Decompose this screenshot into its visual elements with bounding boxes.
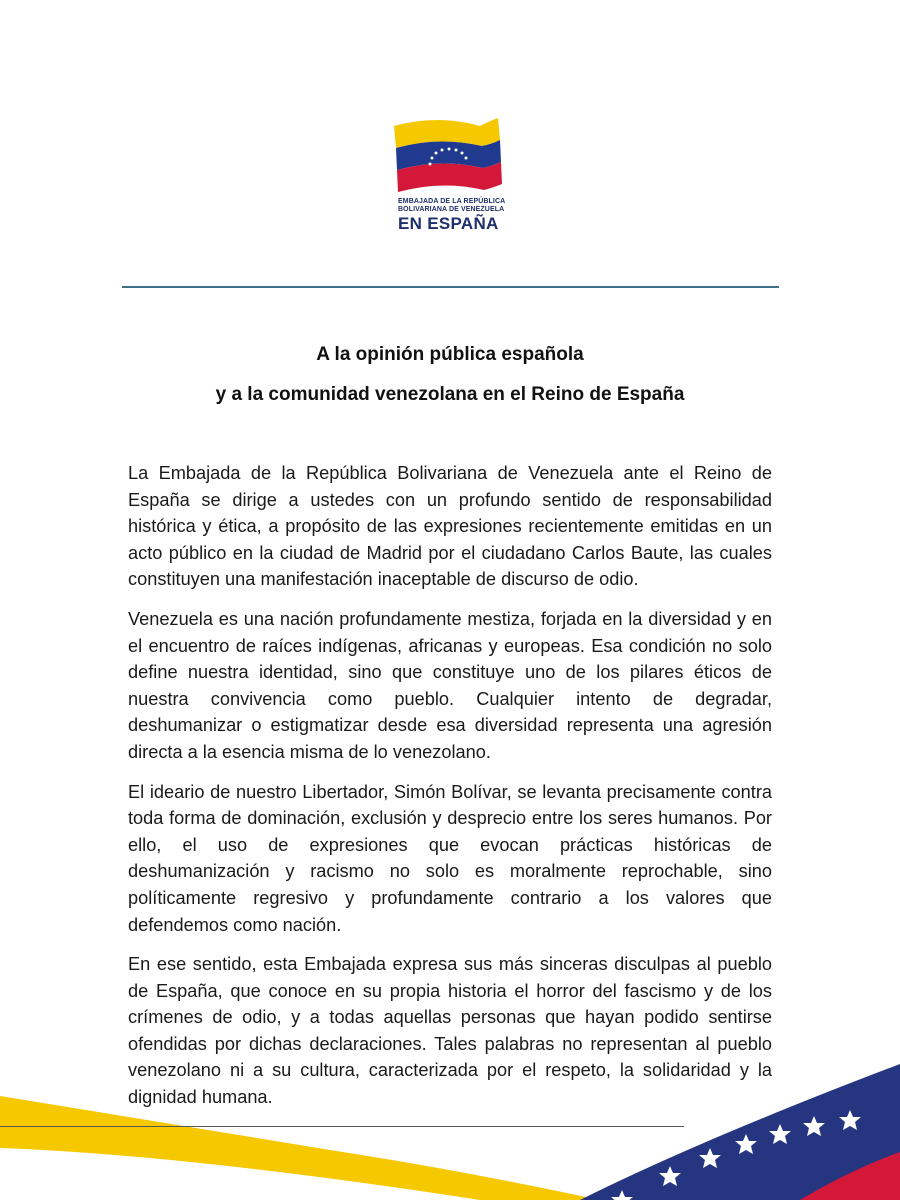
paragraph-4: En ese sentido, esta Embajada expresa sus más sinceras disculpas al pueblo de España, que conoce en su propia historia el horror del fascismo y de los crímenes de odio, y a todas aquellas personas que hayan podido sentirse ofendidas por dichas declaraciones. Tales palabras no representan al pueblo venezolano ni a su cultura, caracterizada por el respeto, la solidaridad y la dignidad humana. bbox=[128, 954, 772, 1108]
document-title-line-2: y a la comunidad venezolana en el Reino de España bbox=[215, 384, 685, 405]
footer-flag-swoosh bbox=[0, 1040, 900, 1200]
header-divider bbox=[122, 286, 779, 288]
footer-line bbox=[0, 1126, 684, 1127]
logo-line-3: EN ESPAÑA bbox=[398, 214, 499, 233]
logo-line-2: BOLIVARIANA DE VENEZUELA bbox=[398, 206, 505, 213]
document-body bbox=[128, 460, 772, 1124]
logo-caption bbox=[398, 198, 518, 234]
document-title-line-1: A la opinión pública española bbox=[316, 344, 584, 365]
paragraph-2: Venezuela es una nación profundamente mestiza, forjada en la diversidad y en el encuentro de raíces indígenas, africanas y europeas. Esa condición no solo define nuestra identidad, sino que constituye uno de los pilares éticos de nuestra convivencia como pueblo. Cualquier intento de degradar, deshumanizar o estigmatizar desde esa diversidad representa una agresión directa a la esencia misma de lo venezolano. bbox=[128, 608, 772, 762]
venezuela-flag-icon bbox=[388, 112, 512, 196]
paragraph-3: El ideario de nuestro Libertador, Simón Bolívar, se levanta precisamente contra toda forma de dominación, exclusión y desprecio entre los seres humanos. Por ello, el uso de expresiones que evocan prácticas históricas de deshumanización y racismo no solo es moralmente reprochable, sino políticamente regresivo y profundamente contrario a los valores que defendemos como nación. bbox=[128, 781, 772, 935]
embassy-logo bbox=[388, 112, 512, 242]
logo-line-1: EMBAJADA DE LA REPÚBLICA bbox=[398, 198, 506, 205]
paragraph-1: La Embajada de la República Bolivariana de Venezuela ante el Reino de España se dirige a ustedes con un profundo sentido de responsabilidad histórica y ética, a propósito de las expresiones recientemente emitidas en un acto público en la ciudad de Madrid por el ciudadano Carlos Baute, las cuales constituyen una manifestación inaceptable de discurso de odio. bbox=[128, 463, 772, 590]
